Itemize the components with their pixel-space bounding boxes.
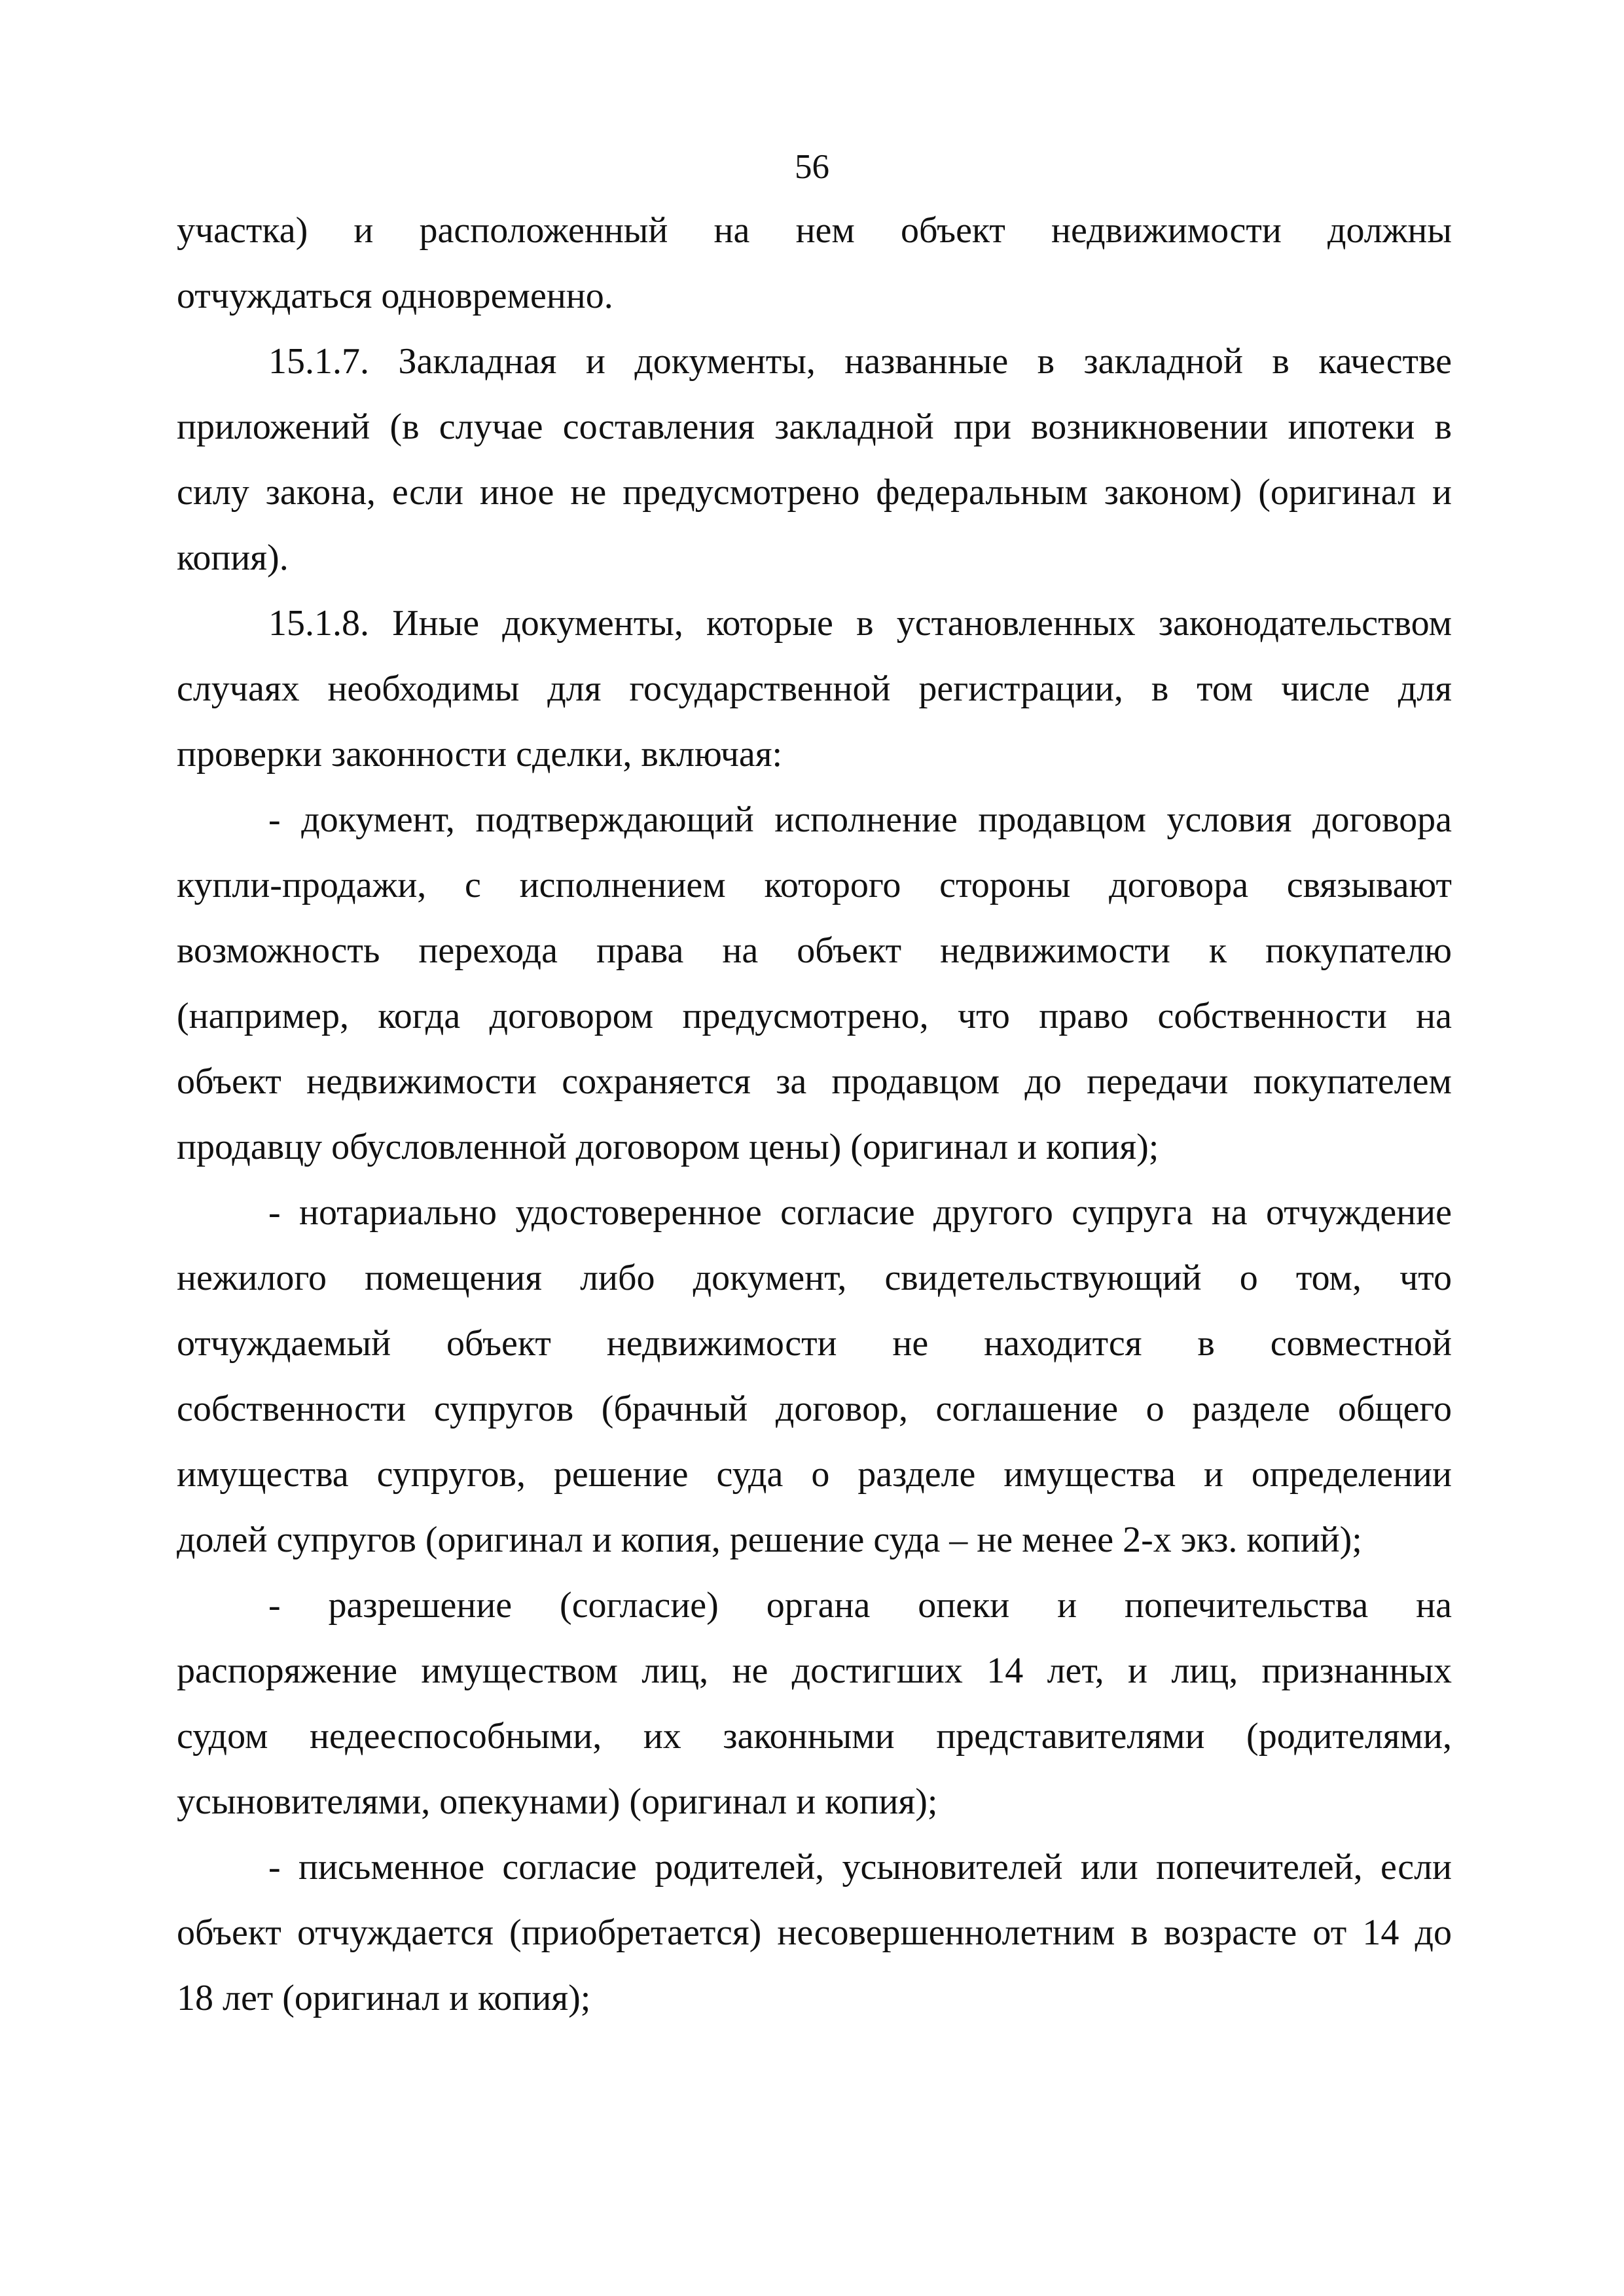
text-line: возможность перехода права на объект недвижимости к покупателю xyxy=(177,930,1452,971)
text-line: 15.1.8. Иные документы, которые в установленных законодательством xyxy=(268,603,1452,644)
text-line: - письменное согласие родителей, усыновителей или попечителей, если xyxy=(268,1847,1452,1887)
paragraph-continuation xyxy=(177,198,1452,329)
text-line: имущества супругов, решение суда о разделе имущества и определении xyxy=(177,1454,1452,1495)
text-line: 15.1.7. Закладная и документы, названные в закладной в качестве xyxy=(268,341,1452,382)
text-line: судом недееспособными, их законными представителями (родителями, xyxy=(177,1716,1452,1757)
text-line: копия). xyxy=(177,538,289,578)
text-line: - документ, подтверждающий исполнение продавцом условия договора xyxy=(268,799,1452,840)
paragraph-15-1-8 xyxy=(177,591,1452,787)
text-line: участка) и расположенный на нем объект недвижимости должны xyxy=(177,210,1452,251)
list-item-guardianship-permission xyxy=(177,1573,1452,1834)
text-line: объект отчуждается (приобретается) несовершеннолетним в возрасте от 14 до xyxy=(177,1912,1452,1953)
text-line: проверки законности сделки, включая: xyxy=(177,734,783,774)
text-line: (например, когда договором предусмотрено, что право собственности на xyxy=(177,996,1452,1036)
text-line: объект недвижимости сохраняется за продавцом до передачи покупателем xyxy=(177,1061,1452,1102)
page-number: 56 xyxy=(795,148,829,186)
text-line: продавцу обусловленной договором цены) (оригинал и копия); xyxy=(177,1127,1159,1167)
text-line: приложений (в случае составления закладной при возникновении ипотеки в xyxy=(177,407,1452,447)
text-line: случаях необходимы для государственной регистрации, в том числе для xyxy=(177,668,1452,709)
text-line: нежилого помещения либо документ, свидетельствующий о том, что xyxy=(177,1258,1452,1298)
document-body xyxy=(177,198,1452,2031)
text-line: 18 лет (оригинал и копия); xyxy=(177,1978,591,2018)
text-line: собственности супругов (брачный договор, соглашение о разделе общего xyxy=(177,1389,1452,1429)
text-line: силу закона, если иное не предусмотрено федеральным законом) (оригинал и xyxy=(177,472,1452,513)
list-item-spouse-consent xyxy=(177,1180,1452,1573)
paragraph-15-1-7 xyxy=(177,329,1452,591)
list-item-parents-consent xyxy=(177,1834,1452,2031)
text-line: отчуждаемый объект недвижимости не находится в совместной xyxy=(177,1323,1452,1364)
text-line: - разрешение (согласие) органа опеки и попечительства на xyxy=(268,1585,1452,1626)
text-line: купли-продажи, с исполнением которого стороны договора связывают xyxy=(177,865,1452,905)
text-line: распоряжение имуществом лиц, не достигших 14 лет, и лиц, признанных xyxy=(177,1650,1452,1691)
text-line: отчуждаться одновременно. xyxy=(177,276,613,316)
list-item-seller-condition xyxy=(177,787,1452,1180)
text-line: - нотариально удостоверенное согласие другого супруга на отчуждение xyxy=(268,1192,1452,1233)
text-line: усыновителями, опекунами) (оригинал и копия); xyxy=(177,1781,938,1822)
text-line: долей супругов (оригинал и копия, решение суда – не менее 2-х экз. копий); xyxy=(177,1520,1362,1560)
